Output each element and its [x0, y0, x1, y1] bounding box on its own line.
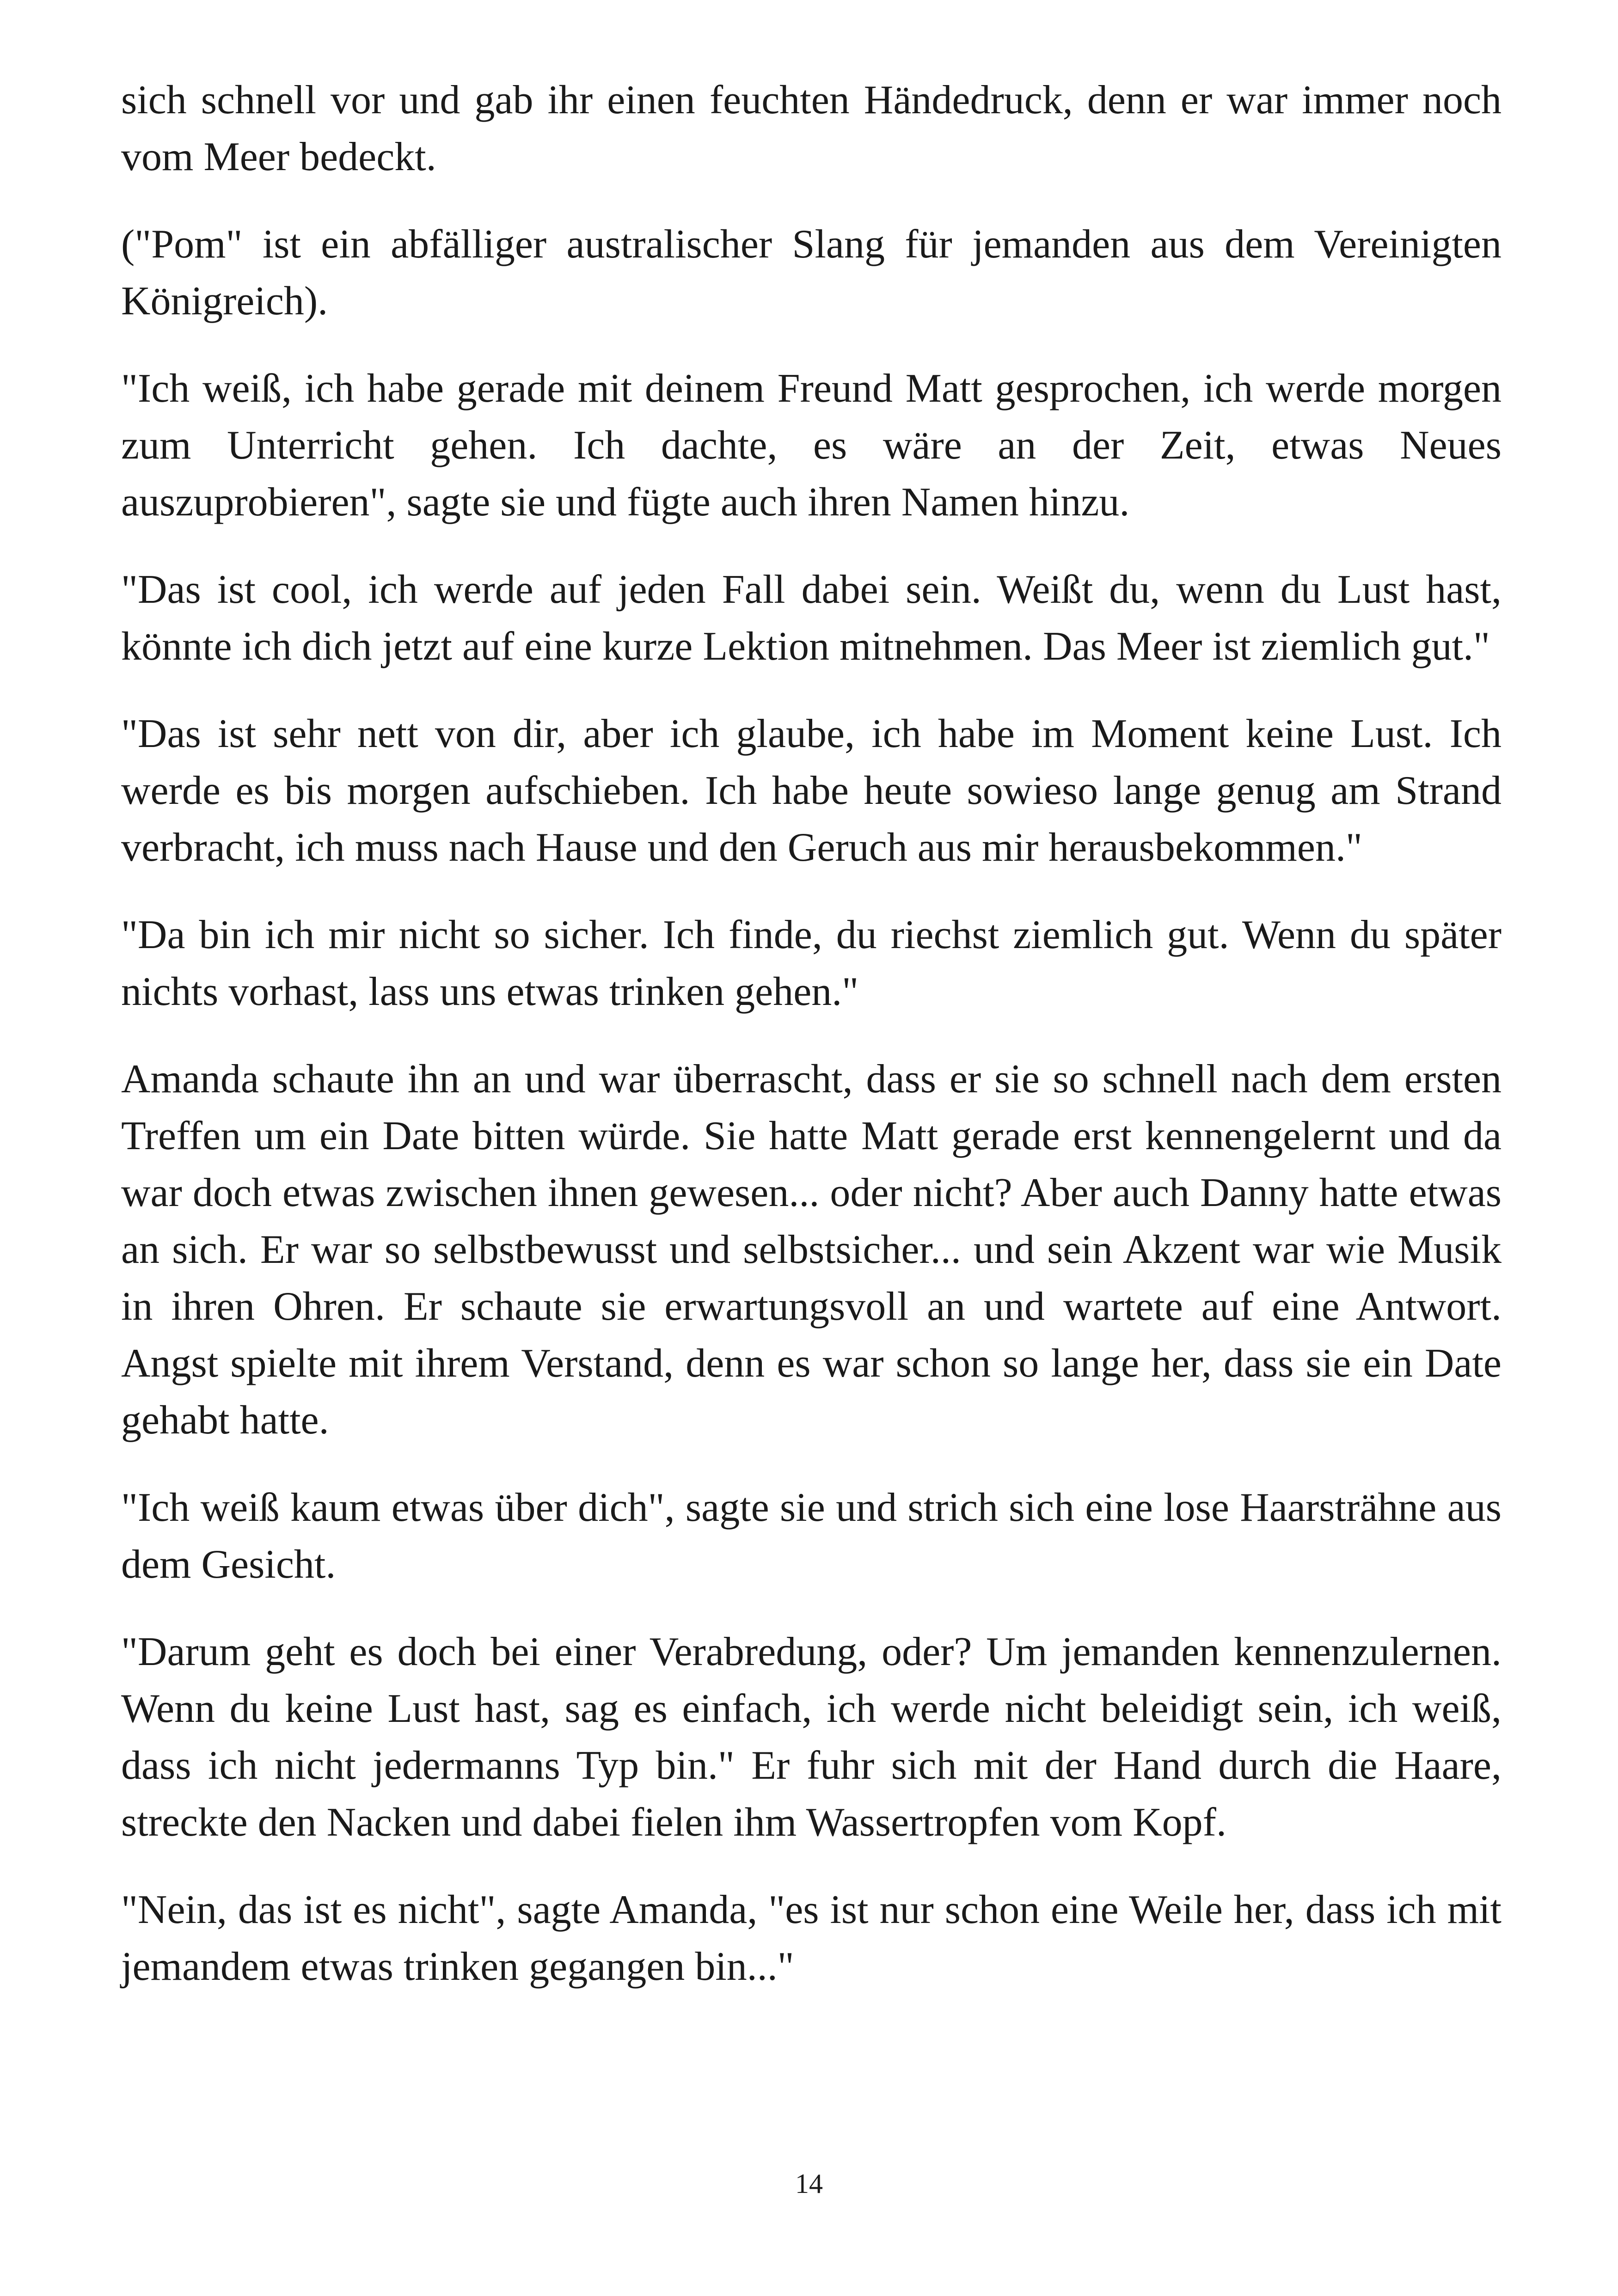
paragraph-3: "Ich weiß, ich habe gerade mit deinem Freund Matt gesprochen, ich werde morgen zum Unterricht gehen. Ich dachte, es wäre an der Zeit, etwas Neues auszuprobieren", sagte sie und fügte auch ihren Namen hinzu.	[121, 366, 1502, 525]
paragraph-5: "Das ist sehr nett von dir, aber ich glaube, ich habe im Moment keine Lust. Ich werde es bis morgen aufschieben. Ich habe heute sowieso lange genug am Strand verbracht, ich muss nach Hause und den Geruch aus mir herausbekommen."	[121, 711, 1502, 870]
paragraph-9: "Darum geht es doch bei einer Verabredung, oder? Um jemanden kennenzulernen. Wenn du keine Lust hast, sag es einfach, ich werde nicht beleidigt sein, ich weiß, dass ich nicht jedermanns Typ bin." Er fuhr sich mit der Hand durch die Haare, streckte den Nacken und dabei fielen ihm Wassertropfen vom Kopf.	[121, 1629, 1502, 1845]
paragraph-6: "Da bin ich mir nicht so sicher. Ich finde, du riechst ziemlich gut. Wenn du später nichts vorhast, lass uns etwas trinken gehen."	[121, 912, 1502, 1014]
page-body	[121, 72, 1502, 2026]
paragraph-8: "Ich weiß kaum etwas über dich", sagte sie und strich sich eine lose Haarsträhne aus dem Gesicht.	[121, 1485, 1502, 1587]
page-number: 14	[795, 2168, 823, 2199]
paragraph-7: Amanda schaute ihn an und war überrascht, dass er sie so schnell nach dem ersten Treffen um ein Date bitten würde. Sie hatte Matt gerade erst kennengelernt und da war doch etwas zwischen ihnen gewesen... oder nicht? Aber auch Danny hatte etwas an sich. Er war so selbstbewusst und selbstsicher... und sein Akzent war wie Musik in ihren Ohren. Er schaute sie erwartungsvoll an und wartete auf eine Antwort. Angst spielte mit ihrem Verstand, denn es war schon so lange her, dass sie ein Date gehabt hatte.	[121, 1057, 1502, 1443]
paragraph-2: ("Pom" ist ein abfälliger australischer Slang für jemanden aus dem Vereinigten Königreich).	[121, 222, 1502, 324]
paragraph-1: sich schnell vor und gab ihr einen feuchten Händedruck, denn er war immer noch vom Meer bedeckt.	[121, 78, 1502, 179]
paragraph-4: "Das ist cool, ich werde auf jeden Fall dabei sein. Weißt du, wenn du Lust hast, könnte ich dich jetzt auf eine kurze Lektion mitnehmen. Das Meer ist ziemlich gut."	[121, 567, 1502, 669]
paragraph-10: "Nein, das ist es nicht", sagte Amanda, "es ist nur schon eine Weile her, dass ich mit jemandem etwas trinken gegangen bin..."	[121, 1887, 1502, 1989]
